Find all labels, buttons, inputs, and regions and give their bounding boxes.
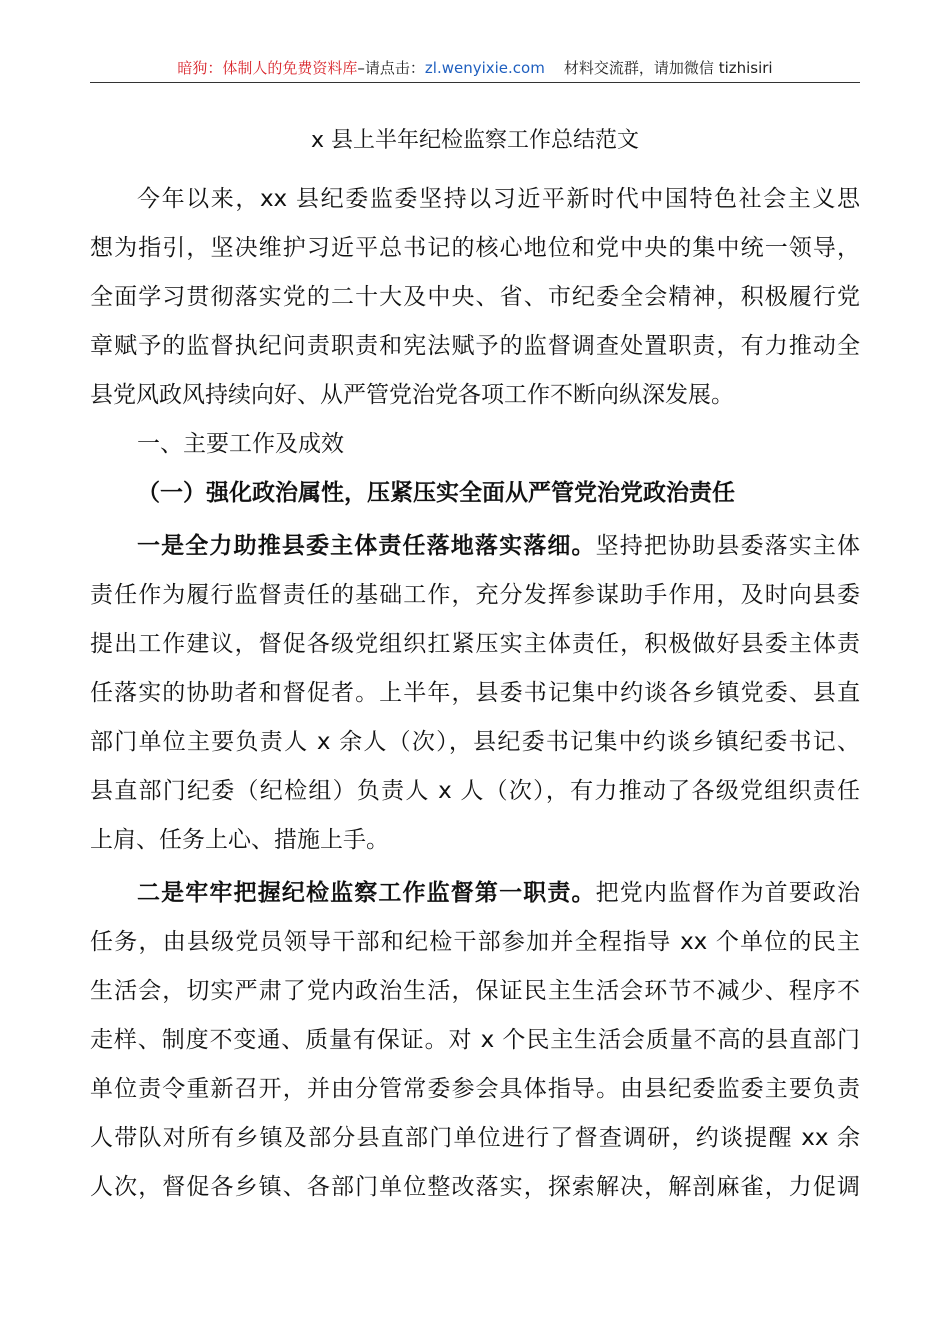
intro-line: 全面学习贯彻落实党的二十大及中央、省、市纪委全会精神，积极履行党 [90,284,860,310]
para2-text: 把党内监督作为首要政治 [595,880,861,906]
section-heading: 一、主要工作及成效 [137,431,344,457]
para2-line: 人带队对所有乡镇及部分县直部门单位进行了督查调研，约谈提醒 xx 余 [90,1125,860,1151]
para1-lead: 一是全力助推县委主体责任落地落实落细。 [137,533,596,559]
para1-line: 部门单位主要负责人 x 余人（次），县纪委书记集中约谈乡镇纪委书记、 [90,729,860,755]
header-url-link[interactable]: zl.wenyixie.com [424,59,545,77]
para2-line: 生活会，切实严肃了党内政治生活，保证民主生活会环节不减少、程序不 [90,978,860,1004]
para2-first-line [137,874,860,912]
para2-line: 单位责令重新召开，并由分管常委参会具体指导。由县纪委监委主要负责 [90,1076,860,1102]
page-header [90,55,860,81]
header-brand: 暗狗：体制人的免费资料库 [177,59,358,77]
para1-first-line [137,527,860,565]
header-divider [90,82,860,83]
intro-line: 今年以来，xx 县纪委监委坚持以习近平新时代中国特色社会主义思 [137,186,860,212]
header-click-label: –请点击： [357,59,425,77]
para1-line: 上肩、任务上心、措施上手。 [90,827,389,853]
para2-lead: 二是牢牢把握纪检监察工作监督第一职责。 [137,880,596,906]
para2-line: 任务，由县级党员领导干部和纪检干部参加并全程指导 xx 个单位的民主 [90,929,860,955]
para1-text: 坚持把协助县委落实主体 [595,533,861,559]
header-wechat-note: 材料交流群，请加微信 tizhisiri [563,59,773,77]
intro-line: 章赋予的监督执纪问责职责和宪法赋予的监督调查处置职责，有力推动全 [90,333,860,359]
para1-line: 提出工作建议，督促各级党组织扛紧压实主体责任，积极做好县委主体责 [90,631,860,657]
intro-line: 县党风政风持续向好、从严管党治党各项工作不断向纵深发展。 [90,382,734,408]
para1-line: 任落实的协助者和督促者。上半年，县委书记集中约谈各乡镇党委、县直 [90,680,860,706]
subsection-heading: （一）强化政治属性，压紧压实全面从严管党治党政治责任 [137,480,735,506]
document-title: x 县上半年纪检监察工作总结范文 [310,128,639,153]
para2-line: 人次，督促各乡镇、各部门单位整改落实，探索解决，解剖麻雀，力促调 [90,1174,860,1200]
para2-line: 走样、制度不变通、质量有保证。对 x 个民主生活会质量不高的县直部门 [90,1027,860,1053]
para1-line: 县直部门纪委（纪检组）负责人 x 人（次），有力推动了各级党组织责任 [90,778,860,804]
para1-line: 责任作为履行监督责任的基础工作，充分发挥参谋助手作用，及时向县委 [90,582,860,608]
intro-line: 想为指引，坚决维护习近平总书记的核心地位和党中央的集中统一领导， [90,235,860,261]
